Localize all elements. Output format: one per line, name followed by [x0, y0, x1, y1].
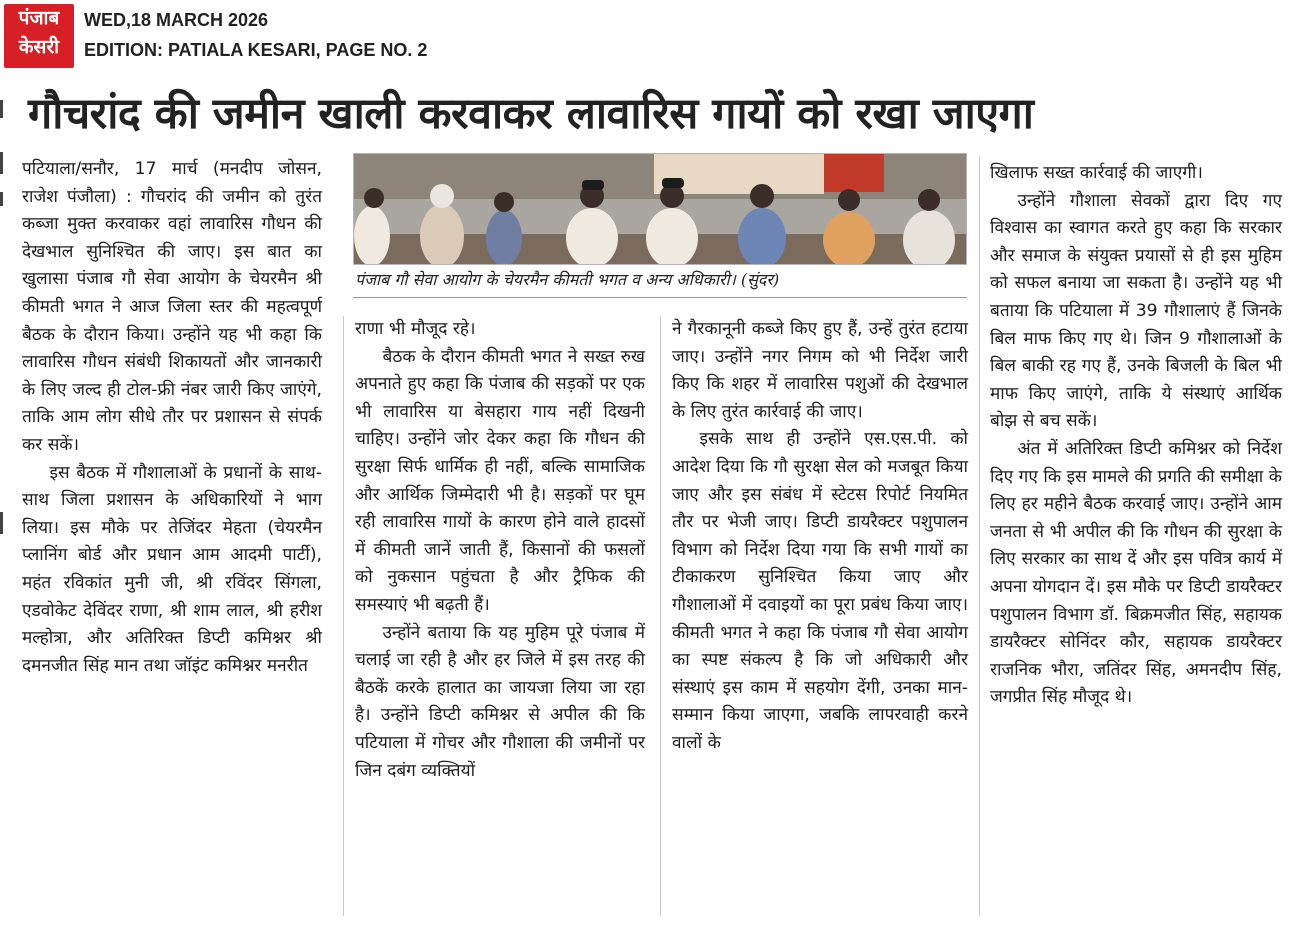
- article-column-1: [22, 156, 322, 680]
- paragraph: इस बैठक में गौशालाओं के प्रधानों के साथ-साथ जिला प्रशासन के अधिकारियों ने भाग लिया। इस मौके पर तेजिंदर मेहता (चेयरमैन प्लानिंग बोर्ड और प्रधान आम आदमी पार्टी), महंत रविकांत मुनी जी, श्री रविंदर सिंगला, एडवोकेट देविंदर राणा, श्री शाम लाल, श्री हरीश मल्होत्रा, और अतिरिक्त डिप्टी कमिश्नर श्री दमनजीत सिंह मान तथा जॉइंट कमिश्नर मनरीत: [22, 462, 322, 676]
- paragraph: इसके साथ ही उन्होंने एस.एस.पी. को आदेश दिया कि गौ सुरक्षा सेल को मजबूत किया जाए और इस संबंध में स्टेटस रिपोर्ट नियमित तौर पर भेजी जाए। डिप्टी डायरैक्टर पशुपालन विभाग को निर्देश दिया गया कि सभी गायों का टीकाकरण सुनिश्चित किया जाए और गौशालाओं में दवाइयों का पूरा प्रबंध किया जाए। कीमती भगत ने कहा कि पंजाब गौ सेवा आयोग का स्पष्ट संकल्प है कि जो अधिकारी और संस्थाएं इस काम में सहयोग देंगी, उनका मान-सम्मान किया जाएगा, जबकि लापरवाही करने वालों के: [672, 429, 968, 753]
- paragraph: उन्होंने बताया कि यह मुहिम पूरे पंजाब में चलाई जा रही है और हर जिले में इस तरह की बैठकें करके हालात का जायजा लिया जा रहा है। उन्होंने डिप्टी कमिश्नर से अपील की कि पटियाला में गोचर और गौशाला की जमीनों पर जिन दबंग व्यक्तियों: [355, 622, 645, 781]
- paragraph: खिलाफ सख्त कार्रवाई की जाएगी।: [990, 163, 1203, 183]
- column-divider: [979, 156, 980, 916]
- paragraph: पटियाला/सनौर, 17 मार्च (मनदीप जोसन, राजेश पंजौला) : गौचरांद की जमीन को तुरंत कब्जा मुक्त करवाकर वहां लावारिस गौधन की देखभाल सुनिश्चित की जाए। इस बात का खुलासा पंजाब गौ सेवा आयोग के चेयरमैन श्री कीमती भगत ने आज जिला स्तर की महत्वपूर्ण बैठक के दौरान किया। उन्होंने यह भी कहा कि लावारिस गौधन संबंधी शिकायतों और जानकारी के लिए जल्द ही टोल-फ्री नंबर जारी किए जाएंगे, ताकि आम लोग सीधे तौर पर प्रशासन से संपर्क कर सकें।: [22, 159, 322, 455]
- article-column-3: [672, 316, 968, 758]
- article-column-2: [355, 316, 645, 785]
- page-edge-marks: [0, 92, 8, 792]
- meeting-photo: [353, 153, 967, 265]
- paragraph: ने गैरकानूनी कब्जे किए हुए हैं, उन्हें तुरंत हटाया जाए। उन्होंने नगर निगम को भी निर्देश जारी किए कि शहर में लावारिस पशुओं की देखभाल के लिए तुरंत कार्रवाई की जाए।: [672, 319, 968, 422]
- paragraph: अंत में अतिरिक्त डिप्टी कमिश्नर को निर्देश दिए गए कि इस मामले की प्रगति की समीक्षा के लिए हर महीने बैठक करवाई जाए। उन्होंने आम जनता से भी अपील की कि गौधन की सुरक्षा के लिए सरकार का साथ दें और इस पवित्र कार्य में अपना योगदान दें। इस मौके पर डिप्टी डायरैक्टर पशुपालन विभाग डॉ. बिक्रमजीत सिंह, सहायक डायरैक्टर सोनिंदर कौर, सहायक डायरैक्टर राजनिक भौरा, जतिंदर सिंह, अमनदीप सिंह, जगप्रीत सिंह मौजूद थे।: [990, 438, 1282, 708]
- column-divider: [660, 316, 661, 916]
- article-column-4: [990, 160, 1282, 712]
- caption-divider: [353, 297, 967, 298]
- article-headline: गौचरांद की जमीन खाली करवाकर लावारिस गायों को रखा जाएगा: [28, 89, 1034, 139]
- logo-line-1: पंजाब: [18, 7, 60, 29]
- paragraph: बैठक के दौरान कीमती भगत ने सख्त रुख अपनाते हुए कहा कि पंजाब की सड़कों पर एक भी लावारिस या बेसहारा गाय नहीं दिखनी चाहिए। उन्होंने जोर देकर कहा कि गौधन की सुरक्षा सिर्फ धार्मिक ही नहीं, बल्कि सामाजिक और आर्थिक जिम्मेदारी भी है। सड़कों पर घूम रही लावारिस गायों के कारण होने वाले हादसों में कीमती जानें जाती हैं, किसानों की फसलों को नुकसान पहुंचता है और ट्रैफिक की समस्याएं भी बढ़ती हैं।: [355, 346, 645, 615]
- newspaper-logo: [4, 4, 74, 68]
- edition-date: WED,18 MARCH 2026: [84, 10, 269, 30]
- photo-caption: पंजाब गौ सेवा आयोग के चेयरमैन कीमती भगत व अन्य अधिकारी। (सुंदर): [355, 270, 780, 289]
- paragraph: उन्होंने गौशाला सेवकों द्वारा दिए गए विश्वास का स्वागत करते हुए कहा कि सरकार और समाज के संयुक्त प्रयासों से ही इस मुहिम को सफल बनाया जा सकता है। उन्होंने यह भी बताया कि पटियाला में 39 गौशालाएं हैं जिनके बिल माफ किए गए थे। जिन 9 गौशालाओं के बिल बाकी रह गए हैं, उनके बिजली के बिल भी माफ किए जाएंगे, ताकि ये संस्थाएं आर्थिक बोझ से बच सकें।: [990, 190, 1282, 432]
- logo-line-2: केसरी: [18, 36, 60, 58]
- paragraph: राणा भी मौजूद रहे।: [355, 319, 476, 339]
- column-divider: [343, 316, 344, 916]
- meeting-photo-image: [354, 154, 966, 264]
- edition-info: EDITION: PATIALA KESARI, PAGE NO. 2: [84, 40, 428, 60]
